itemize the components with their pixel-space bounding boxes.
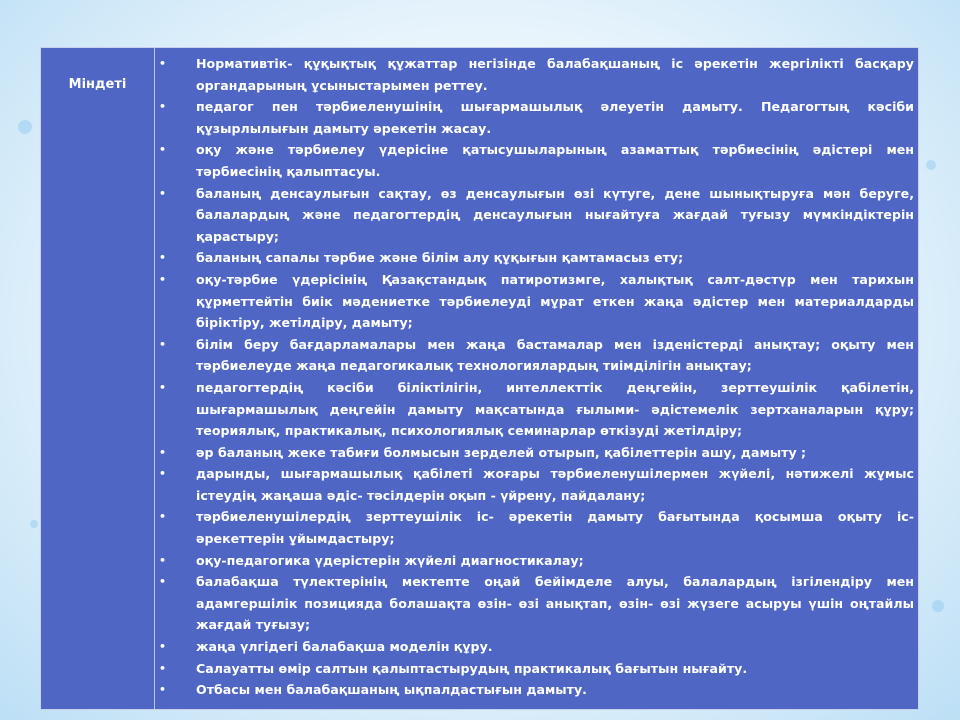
- bullet-icon: •: [159, 445, 167, 459]
- tasks-cell: [155, 48, 918, 709]
- task-text: оқу және тәрбиелеу үдерісіне қатысушыларының азаматтық тәрбиесінің әдістері мен тәрбиесінің қалыптасуы.: [196, 142, 914, 179]
- task-text: білім беру бағдарламалары мен жаңа бастамалар мен ізденістерді анықтау; оқыту мен тәрбиелеуде жаңа педагогикалық технологиялардың тиімділігін анықтау;: [196, 336, 914, 374]
- bullet-icon: •: [159, 186, 167, 200]
- bullet-icon: •: [159, 553, 167, 567]
- bullet-icon: •: [159, 510, 167, 524]
- task-item: [155, 571, 914, 636]
- task-text: жаңа үлгідегі балабақша моделін құру.: [196, 639, 493, 655]
- background-sparkle: [926, 160, 936, 170]
- bullet-icon: •: [159, 380, 167, 394]
- bullet-icon: •: [159, 100, 167, 114]
- bullet-icon: •: [159, 467, 167, 481]
- task-item: [155, 679, 914, 701]
- task-item: [155, 139, 914, 182]
- bullet-icon: •: [159, 272, 167, 286]
- background-sparkle: [932, 600, 944, 612]
- task-text: Салауатты өмір салтын қалыптастырудың практикалық бағытын нығайту.: [196, 660, 748, 676]
- task-item: [155, 463, 914, 506]
- task-list: [155, 53, 914, 701]
- task-item: [155, 53, 914, 96]
- task-text: дарынды, шығармашылық қабілеті жоғары тәрбиеленушілермен жүйелі, нәтижелі жұмыс істеудің жаңаша әдіс- тәсілдерін оқып - үйрену, пайдалану;: [196, 466, 914, 503]
- background-sparkle: [18, 120, 32, 134]
- bullet-icon: •: [159, 575, 167, 589]
- task-text: оқу-тәрбие үдерісінің Қазақстандық патиротизмге, халықтық салт-дәстүр мен тарихын құрметтейтін биік мәдениетке тәрбиелеуді мұрат еткен жаңа әдістер мен материалдарды біріктіру, жетілдіру, дамыту;: [196, 271, 914, 331]
- task-item: [155, 377, 914, 442]
- task-item: [155, 269, 914, 334]
- task-text: педагогтердің кәсіби біліктілігін, интеллекттік деңгейін, зерттеушілік қабілетін, шығармашылық деңгейін дамыту мақсатында ғылыми- әдістемелік зертханаларын құру; теориялық, практикалық, психологиялық семинарлар өткізуді жетілдіру;: [196, 379, 914, 439]
- task-text: баланың денсаулығын сақтау, өз денсаулығын өзі күтуге, дене шынықтыруға мән беруге, балалардың және педагогтердің денсаулығын нығайтуға жағдай туғызу мүмкіндіктерін қарастыру;: [196, 185, 914, 244]
- task-item: [155, 658, 914, 680]
- task-text: Нормативтік- құқықтық құжаттар негізінде балабақшаның іс әрекетін жергілікті басқару органдарының ұсыныстарымен реттеу.: [196, 56, 914, 93]
- task-item: [155, 334, 914, 377]
- label-cell: [41, 48, 155, 709]
- task-item: [155, 442, 914, 464]
- tasks-table: [40, 47, 919, 710]
- label-text: Міндеті: [68, 77, 127, 92]
- task-item: [155, 183, 914, 248]
- background-sparkle: [30, 520, 38, 528]
- task-item: [155, 96, 914, 139]
- task-text: баланың сапалы тәрбие және білім алу құқығын қамтамасыз ету;: [196, 250, 684, 266]
- bullet-icon: •: [159, 251, 167, 265]
- bullet-icon: •: [159, 661, 167, 675]
- task-text: тәрбиеленушілердің зерттеушілік іс- әрекетін дамыту бағытында қосымша оқыту іс-әрекеттерін ұйымдастыру;: [196, 509, 914, 547]
- task-text: оқу-педагогика үдерістерін жүйелі диагностикалау;: [196, 552, 584, 568]
- bullet-icon: •: [159, 640, 167, 654]
- bullet-icon: •: [159, 57, 167, 70]
- bullet-icon: •: [159, 337, 167, 351]
- task-text: педагог пен тәрбиеленушінің шығармашылық әлеуетін дамыту. Педагогтың кәсіби құзырлылығын дамыту әрекетін жасау.: [196, 99, 914, 136]
- task-item: [155, 247, 914, 269]
- bullet-icon: •: [159, 683, 167, 697]
- task-item: [155, 506, 914, 549]
- bullet-icon: •: [159, 143, 167, 157]
- task-text: балабақша түлектерінің мектепте оңай бейімделе алуы, балалардың ізгілендіру мен адамгершілік позицияда болашақта өзін- өзі анықтап, өзін- өзі жүзеге асыруы үшін оңтайлы жағдай туғызу;: [196, 574, 914, 633]
- task-text: Отбасы мен балабақшаның ықпалдастығын дамыту.: [196, 682, 587, 698]
- task-item: [155, 636, 914, 658]
- task-item: [155, 550, 914, 572]
- task-text: әр баланың жеке табиғи болмысын зерделей отырып, қабілеттерін ашу, дамыту ;: [196, 444, 807, 460]
